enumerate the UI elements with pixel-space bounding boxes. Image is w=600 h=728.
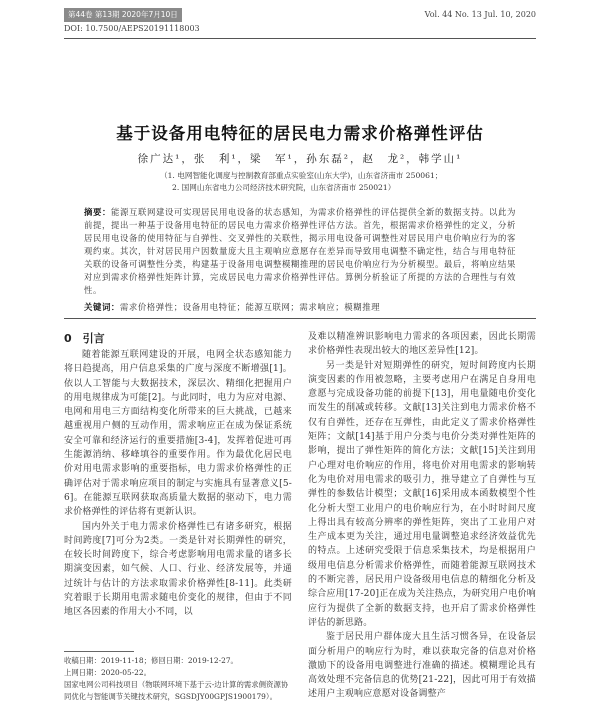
doi: DOI: 10.7500/AEPS20191118003: [64, 24, 200, 33]
journal-header: [64, 8, 536, 22]
paragraph: 随着能源互联网建设的开展，电网全状态感知能力将日趋提高，用户信息采集的广度与深度不断增强[1]。依以人工智能与大数据技术，深层次、精细化把握用户的用电规律成为可能[2]。与此同时，电力为应对电源、电网和用电三方面结构变化所带来的巨大挑战，已越来越重视用户侧的互动作用，需求响应正在成为保证系统安全可靠和经济运行的重要措施[3-4]，发挥着促进可再生能源消纳、移峰填谷的重要作用。作为最优化居民电价对用电需求影响的重要指标，电力需求价格弹性的正确评估对于需求响应项目的制定与实施具有显著意义[5-6]。在能源互联网获取高质量大数据的驱动下，电力需求价格弹性的评估将有更新认识。: [64, 350, 292, 518]
paragraph: 鉴于居民用户群体庞大且生活习惯各异，在设备层面分析用户的响应行为时，难以获取完备的信息对价格激励下的设备用电调整进行准确的描述。模糊理论具有高效处理不完备信息的优势[21-22]，因此可用于有效描述用户主观响应意愿对设备调整产: [308, 632, 536, 700]
footnote-divider: [64, 651, 134, 652]
footnote: [64, 655, 292, 703]
paper-title: 基于设备用电特征的居民电力需求价格弹性评估: [116, 124, 484, 143]
journal-volume: Vol. 44 No. 13 Jul. 10, 2020: [424, 10, 536, 19]
funding-note: 国家电网公司科技项目（物联网环境下基于云-边计算的需求侧资源协同优化与智能调节关键技术研究，SGSDJY00GPJS1900179）。: [64, 680, 289, 701]
abstract-label: 摘要：: [84, 207, 112, 217]
abstract: [84, 206, 516, 297]
online-date: 上网日期：2020-05-22。: [64, 668, 151, 677]
section-heading: 0 引言: [64, 332, 105, 345]
keywords-text: 需求价格弹性；设备用电特征；能源互联网；需求响应；模糊推理: [119, 302, 381, 312]
right-column: [308, 330, 536, 702]
affiliation-1: （1. 电网智能化调度与控制教育部重点实验室(山东大学)，山东省济南市 250061；: [160, 171, 443, 180]
received-date: 收稿日期：2019-11-18；修回日期：2019-12-27。: [64, 656, 238, 665]
keywords: [84, 301, 516, 313]
journal-issue: 第44卷 第13期 2020年7月10日: [64, 8, 182, 22]
header-divider: [64, 38, 536, 39]
paragraph: 国内外关于电力需求价格弹性已有诸多研究，根据时间跨度[7]可分为2类。一类是针对长期弹性的研究，在较长时间跨度下，综合考虑影响用电需求量的诸多长期演变因素，如气候、人口、行业、经济发展等，并通过统计与估计的方法求取需求价格弹性[8-11]。此类研究着眼于长期用电需求随电价变化的规律，但由于不同地区各因素的作用大小不同，以: [64, 521, 292, 618]
author-list: 徐广达¹，张 利¹，梁 军¹，孙东磊²，赵 龙²，韩学山¹: [137, 153, 463, 165]
abstract-text: 能源互联网建设可实现居民用电设备的状态感知，为需求价格弹性的评估提供全新的数据支持。以此为前提，提出一种基于设备用电特征的居民电力需求价格弹性评估方法。首先，根据需求价格弹性的定义，分析居民用电设备的使用特征与自弹性、交叉弹性的关联性，揭示用电设备可调整性对居民用户电价响应行为的客观约束。其次，针对居民用户因数量庞大且主观响应意愿存在差异而导致用电调整不确定性，结合与用电特征关联的设备可调整性分类，构建基于设备用电调整模糊推理的居民电价响应行为分析模型。最后，将响应结果对应到需求价格弹性矩阵计算，完成居民电力需求价格弹性评估。算例分析验证了所提的方法的合理性与有效性。: [84, 207, 516, 295]
abstract-divider: [64, 318, 536, 319]
keywords-label: 关键词：: [84, 302, 120, 312]
affiliation-2: 2. 国网山东省电力公司经济技术研究院，山东省济南市 250021）: [172, 183, 396, 192]
paragraph: 及难以精准辨识影响电力需求的各项因素，因此长期需求价格弹性表现出较大的地区差异性[12]。: [308, 332, 536, 357]
paragraph: 另一类是针对短期弹性的研究，短时间跨度内长期演变因素的作用被忽略，主要考虑用户在满足自身用电意愿与完成设备功能的前提下[13]，用电量随电价变化而发生的削减或转移。文献[13]关注到电力需求价格不仅有自弹性，还存在互弹性，由此定义了需求价格弹性矩阵；文献[14]基于用户分类与电价分类对弹性矩阵的影响，提出了弹性矩阵的简化方法；文献[15]关注到用户心理对电价响应的作用，将电价对用电需求的影响转化为电价对用电需求的吸引力，推导建立了自弹性与互弹性的参数估计模型；文献[16]采用成本函数模型个性化分析大型工业用户的电价响应行为，在小时时间尺度上得出具有较高分辨率的弹性矩阵，突出了工业用户对生产成本更为关注，通过用电量调整追求经济效益优先的特点。上述研究受限于信息采集技术，均是根据用户级用电信息分析需求价格弹性，而随着能源互联网技术的不断完善，居民用户设备级用电信息的精细化分析及综合应用[17-20]正在成为关注热点，为研究用户电价响应行为提供了全新的数据支持，也开启了需求价格弹性评估的新思路。: [308, 360, 536, 628]
left-column: [64, 348, 292, 620]
